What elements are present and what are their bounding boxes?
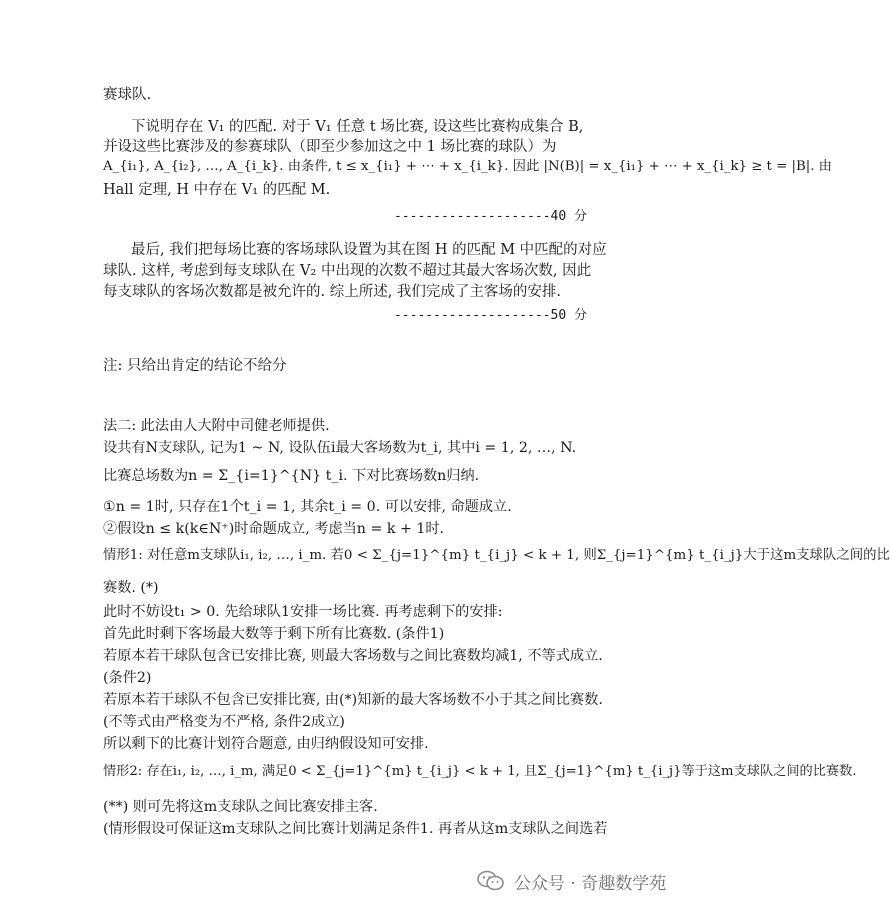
text-line: (条件2) — [103, 670, 152, 686]
text-line: 所以剩下的比赛计划符合题意, 由归纳假设知可安排. — [103, 736, 429, 752]
formula-line: 情形1: 对任意m支球队i₁, i₂, …, i_m. 若0 < Σ_{j=1}^{m} t_{i_j} < k + 1, 则Σ_{j=1}^{m} t_{i_j}大于这m支球队之间的比 — [103, 548, 890, 563]
text-line: 赛数. (*) — [103, 580, 159, 596]
note: 注: 只给出肯定的结论不给分 — [103, 358, 287, 374]
text-line: 并设这些比赛涉及的参赛球队（即至少参加这之中 1 场比赛的球队）为 — [103, 139, 557, 155]
method-title: 法二: 此法由人大附中司健老师提供. — [103, 418, 330, 434]
score-marker: --------------------40 分 — [393, 209, 587, 224]
text-line: (情形假设可保证这m支球队之间比赛计划满足条件1. 再者从这m支球队之间选若 — [103, 821, 608, 837]
text-line: 首先此时剩下客场最大数等于剩下所有比赛数. (条件1) — [103, 626, 445, 642]
text-line: 每支球队的客场次数都是被允许的. 综上所述, 我们完成了主客场的安排. — [103, 284, 562, 300]
score-marker: --------------------50 分 — [393, 308, 587, 323]
text-line: 球队. 这样, 考虑到每支球队在 V₂ 中出现的次数不超过其最大客场次数, 因此 — [103, 263, 592, 279]
text-line: 下说明存在 V₁ 的匹配. 对于 V₁ 任意 t 场比赛, 设这些比赛构成集合 B, — [131, 119, 584, 135]
text-line: ②假设n ≤ k(k∈N⁺)时命题成立, 考虑当n = k + 1时. — [103, 521, 445, 537]
wechat-icon — [476, 869, 506, 893]
text-line: (不等式由严格变为不严格, 条件2成立) — [103, 714, 345, 730]
watermark — [476, 864, 686, 898]
text-line: A_{i₁}, A_{i₂}, …, A_{i_k}. 由条件, t ≤ x_{i₁} + ⋯ + x_{i_k}. 因此 |N(B)| = x_{i₁} + ⋯ + x_{i_k} ≥ t = |B|. 由 — [103, 159, 832, 174]
text-line: 赛球队. — [103, 87, 152, 103]
watermark-text: 公众号 · 奇趣数学苑 — [514, 873, 667, 894]
text-line: 最后, 我们把每场比赛的客场球队设置为其在图 H 的匹配 M 中匹配的对应 — [131, 242, 607, 258]
formula-line: 比赛总场数为n = Σ_{i=1}^{N} t_i. 下对比赛场数n归纳. — [103, 468, 480, 484]
text-line: Hall 定理, H 中存在 V₁ 的匹配 M. — [103, 182, 331, 198]
text-line: 此时不妨设t₁ > 0. 先给球队1安排一场比赛. 再考虑剩下的安排: — [103, 604, 503, 620]
text-line: 若原本若干球队包含已安排比赛, 则最大客场数与之间比赛数均减1, 不等式成立. — [103, 648, 603, 664]
text-line: 设共有N支球队, 记为1 ~ N, 设队伍i最大客场数为t_i, 其中i = 1, 2, …, N. — [103, 440, 577, 456]
formula-line: 情形2: 存在i₁, i₂, …, i_m, 满足0 < Σ_{j=1}^{m} t_{i_j} < k + 1, 且Σ_{j=1}^{m} t_{i_j}等于这m支球队之间的比赛数. — [103, 764, 857, 779]
text-line: 若原本若干球队不包含已安排比赛, 由(*)知新的最大客场数不小于其之间比赛数. — [103, 692, 603, 708]
text-line: (**) 则可先将这m支球队之间比赛安排主客. — [103, 799, 378, 815]
text-line: ①n = 1时, 只存在1个t_i = 1, 其余t_i = 0. 可以安排, 命题成立. — [103, 499, 512, 515]
